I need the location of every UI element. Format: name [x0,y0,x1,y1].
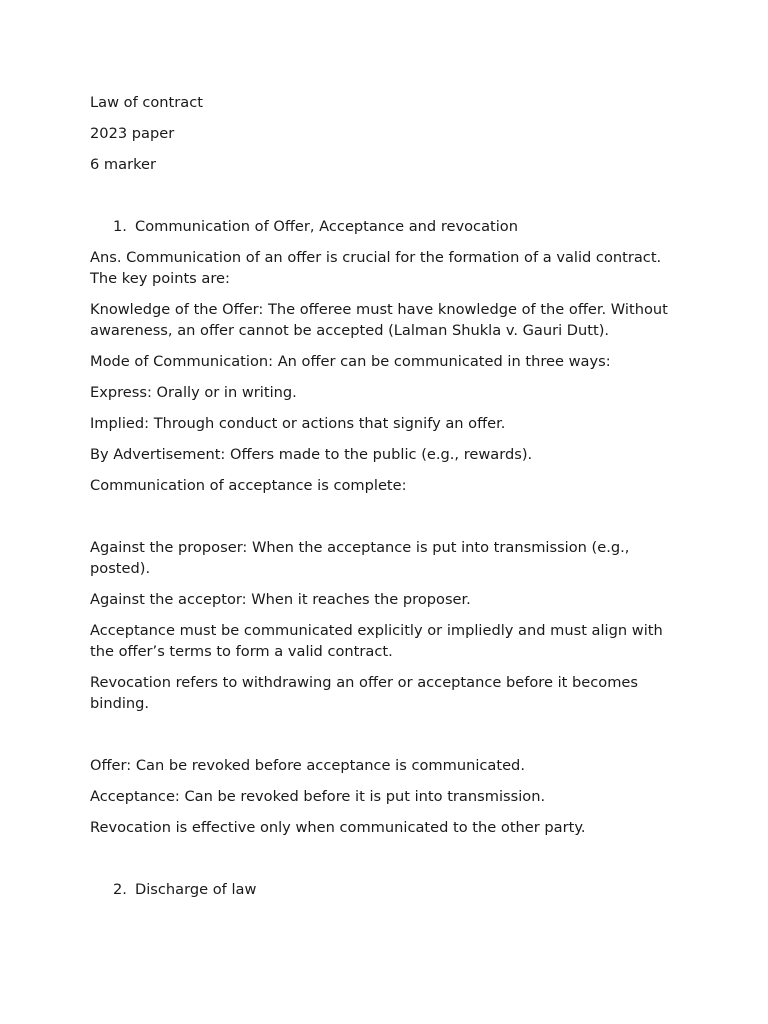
paragraph-mode: Mode of Communication: An offer can be communicated in three ways: [90,353,611,370]
question-heading-1 [90,216,680,237]
paragraph-knowledge: Knowledge of the Offer: The offeree must have knowledge of the offer. Without awareness, an offer cannot be accepted (Lalman Shukla v. Gauri Dutt). [90,301,668,339]
blank-line [90,848,680,869]
paragraph-express: Express: Orally or in writing. [90,384,297,401]
paper-year: 2023 paper [90,125,175,142]
document-title: Law of contract [90,94,203,111]
paragraph-against-acceptor: Against the acceptor: When it reaches the proposer. [90,591,471,608]
paragraph-acceptance-complete: Communication of acceptance is complete: [90,477,407,494]
paragraph-offer-revoke: Offer: Can be revoked before acceptance is communicated. [90,757,525,774]
paragraph-implied: Implied: Through conduct or actions that signify an offer. [90,415,506,432]
paragraph-acceptance-revoke: Acceptance: Can be revoked before it is put into transmission. [90,788,546,805]
question-number: 2. [113,881,127,898]
blank-line [90,506,680,527]
answer-intro: Ans. Communication of an offer is crucial for the formation of a valid contract. The key points are: [90,249,662,287]
paragraph-revocation-effective: Revocation is effective only when communicated to the other party. [90,819,586,836]
question-text: Communication of Offer, Acceptance and revocation [135,218,518,235]
question-text: Discharge of law [135,881,257,898]
question-heading-2 [90,879,680,900]
paragraph-revocation-definition: Revocation refers to withdrawing an offer or acceptance before it becomes binding. [90,674,639,712]
marks-label: 6 marker [90,156,156,173]
paragraph-acceptance-rule: Acceptance must be communicated explicitly or impliedly and must align with the offer’s terms to form a valid contract. [90,622,663,660]
document-page [90,92,680,910]
blank-line [90,724,680,745]
paragraph-against-proposer: Against the proposer: When the acceptance is put into transmission (e.g., posted). [90,539,630,577]
paragraph-advertisement: By Advertisement: Offers made to the public (e.g., rewards). [90,446,533,463]
blank-line [90,185,680,206]
question-number: 1. [113,218,127,235]
